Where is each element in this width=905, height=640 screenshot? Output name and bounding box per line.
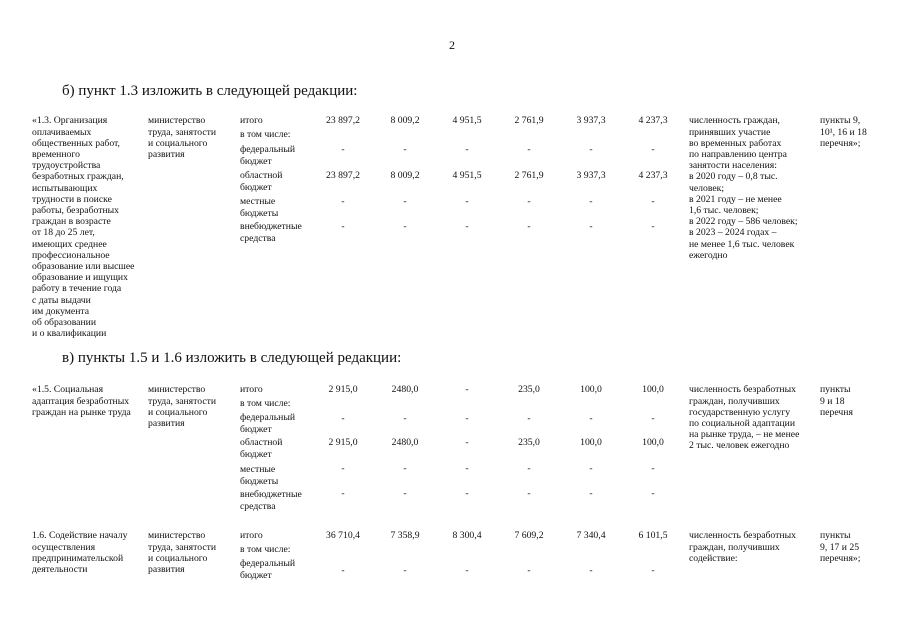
funding-amounts-federal	[312, 413, 684, 424]
amount-col-6: 100,0	[642, 384, 664, 396]
funding-label-including: в том числе:	[240, 544, 291, 556]
funding-amounts-federal	[312, 565, 684, 576]
measure-executor: министерство труда, занятости и социального развития	[148, 384, 217, 429]
funding-label-extrabudgetary: внебюджетные средства	[240, 221, 302, 244]
amount-col-2: -	[403, 196, 407, 208]
amount-col-1: 36 710,4	[326, 530, 360, 542]
funding-amounts-total	[312, 384, 684, 395]
amount-col-4: 2 761,9	[514, 170, 544, 182]
amount-col-1: -	[341, 144, 345, 156]
funding-label-federal: федеральный бюджет	[240, 412, 296, 435]
amount-col-5: 100,0	[580, 384, 602, 396]
funding-label-extrabudgetary: внебюджетные средства	[240, 489, 302, 512]
amount-col-1: -	[341, 463, 345, 475]
amount-col-3: -	[465, 384, 469, 396]
amount-col-5: -	[589, 565, 593, 576]
funding-amounts-regional	[312, 437, 684, 448]
amount-col-3: -	[465, 437, 469, 449]
amount-col-5: -	[589, 221, 593, 233]
amount-col-2: -	[403, 488, 407, 500]
amount-col-2: -	[403, 463, 407, 475]
measure-title: «1.5. Социальная адаптация безработных граждан на рынке труда	[32, 384, 131, 418]
funding-amounts-extrabudgetary	[312, 221, 684, 232]
amount-col-3: -	[465, 221, 469, 233]
amount-col-1: 23 897,2	[326, 115, 360, 127]
amount-col-3: -	[465, 565, 469, 576]
amount-col-4: -	[527, 488, 531, 500]
amount-col-3: -	[465, 196, 469, 208]
funding-label-total: итого	[240, 384, 263, 396]
amount-col-4: -	[527, 196, 531, 208]
measure-title: «1.3. Организация оплачиваемых общественных работ, временного трудоустройства безработных граждан, испытывающих трудности в поиске работы, безработных граждан в возрасте от 18 до 25 лет, имеющих среднее профессиональное образование или высшее образование и ищущих работу в течение года с даты выдачи им документа об образовании и о квалификации	[32, 115, 135, 340]
amount-col-3: 4 951,5	[452, 115, 482, 127]
funding-amounts-regional	[312, 170, 684, 181]
funding-amounts-extrabudgetary	[312, 488, 684, 499]
amount-col-5: -	[589, 413, 593, 424]
amount-col-4: -	[527, 413, 531, 424]
measure-title: 1.6. Содействие началу осуществления предпринимательской деятельности	[32, 530, 128, 575]
funding-label-including: в том числе:	[240, 129, 291, 141]
funding-label-regional: областной бюджет	[240, 437, 283, 460]
amount-col-3: -	[465, 488, 469, 500]
amount-col-4: 2 761,9	[514, 115, 544, 127]
funding-label-local: местные бюджеты	[240, 196, 279, 219]
amount-col-1: 23 897,2	[326, 170, 360, 182]
amount-col-3: -	[465, 463, 469, 475]
amount-col-2: 7 358,9	[390, 530, 420, 542]
amount-col-5: 3 937,3	[576, 170, 606, 182]
amount-col-6: -	[651, 463, 655, 475]
funding-amounts-local	[312, 196, 684, 207]
funding-amounts-local	[312, 463, 684, 474]
amount-col-3: 8 300,4	[452, 530, 482, 542]
funding-amounts-total	[312, 530, 684, 541]
amount-col-6: -	[651, 144, 655, 156]
measure-reference: пункты 9 и 18 перечня	[820, 384, 853, 418]
amount-col-6: -	[651, 565, 655, 576]
amount-col-2: -	[403, 413, 407, 424]
measure-indicator: численность безработных граждан, получивших государственную услугу по социальной адаптации на рынке труда, – не менее 2 тыс. человек ежегодно	[689, 384, 800, 452]
page-number: 2	[449, 38, 455, 52]
measure-executor: министерство труда, занятости и социального развития	[148, 115, 217, 160]
amount-col-5: -	[589, 196, 593, 208]
amount-col-6: -	[651, 196, 655, 208]
funding-label-federal: федеральный бюджет	[240, 558, 296, 581]
funding-amounts-total	[312, 115, 684, 126]
amount-col-2: 8 009,2	[390, 170, 420, 182]
funding-label-including: в том числе:	[240, 398, 291, 410]
funding-label-local: местные бюджеты	[240, 464, 279, 487]
amount-col-5: 3 937,3	[576, 115, 606, 127]
measure-reference: пункты 9, 10¹, 16 и 18 перечня»;	[820, 115, 867, 149]
amount-col-3: 4 951,5	[452, 170, 482, 182]
amendment-heading-v: в) пункты 1.5 и 1.6 изложить в следующей редакции:	[62, 350, 402, 366]
amount-col-6: 4 237,3	[638, 170, 668, 182]
amount-col-5: 7 340,4	[576, 530, 606, 542]
amount-col-1: -	[341, 488, 345, 500]
amount-col-2: -	[403, 221, 407, 233]
funding-label-federal: федеральный бюджет	[240, 144, 296, 167]
measure-executor: министерство труда, занятости и социального развития	[148, 530, 217, 575]
amount-col-6: -	[651, 221, 655, 233]
amount-col-5: -	[589, 144, 593, 156]
amount-col-1: 2 915,0	[328, 437, 358, 449]
amount-col-2: -	[403, 144, 407, 156]
funding-label-total: итого	[240, 115, 263, 127]
amount-col-5: -	[589, 463, 593, 475]
amount-col-6: 6 101,5	[638, 530, 668, 542]
amount-col-3: -	[465, 144, 469, 156]
funding-label-total: итого	[240, 530, 263, 542]
amount-col-6: 100,0	[642, 437, 664, 449]
funding-label-regional: областной бюджет	[240, 170, 283, 193]
amount-col-1: 2 915,0	[328, 384, 358, 396]
amount-col-4: -	[527, 463, 531, 475]
amount-col-2: 8 009,2	[390, 115, 420, 127]
amount-col-4: 235,0	[518, 437, 540, 449]
measure-indicator: численность граждан, принявших участие во временных работах по направлению центра занятости населения: в 2020 году – 0,8 тыс. человек; в 2021 году – не менее 1,6 тыс. человек; в 2022 году – 586 человек; в 2023 – 2024 годах – не менее 1,6 тыс. человек ежегодно	[689, 115, 798, 261]
amount-col-4: -	[527, 144, 531, 156]
amount-col-1: -	[341, 565, 345, 576]
amount-col-1: -	[341, 221, 345, 233]
measure-indicator: численность безработных граждан, получивших содействие:	[689, 530, 796, 564]
amount-col-2: 2480,0	[391, 384, 419, 396]
amount-col-4: 7 609,2	[514, 530, 544, 542]
amount-col-4: 235,0	[518, 384, 540, 396]
amount-col-5: -	[589, 488, 593, 500]
amount-col-2: -	[403, 565, 407, 576]
amount-col-2: 2480,0	[391, 437, 419, 449]
amount-col-6: -	[651, 488, 655, 500]
amount-col-3: -	[465, 413, 469, 424]
amendment-heading-b: б) пункт 1.3 изложить в следующей редакции:	[62, 83, 358, 99]
funding-amounts-federal	[312, 144, 684, 155]
amount-col-5: 100,0	[580, 437, 602, 449]
amount-col-6: -	[651, 413, 655, 424]
amount-col-1: -	[341, 413, 345, 424]
amount-col-4: -	[527, 565, 531, 576]
measure-reference: пункты 9, 17 и 25 перечня»;	[820, 530, 861, 564]
amount-col-6: 4 237,3	[638, 115, 668, 127]
amount-col-4: -	[527, 221, 531, 233]
amount-col-1: -	[341, 196, 345, 208]
